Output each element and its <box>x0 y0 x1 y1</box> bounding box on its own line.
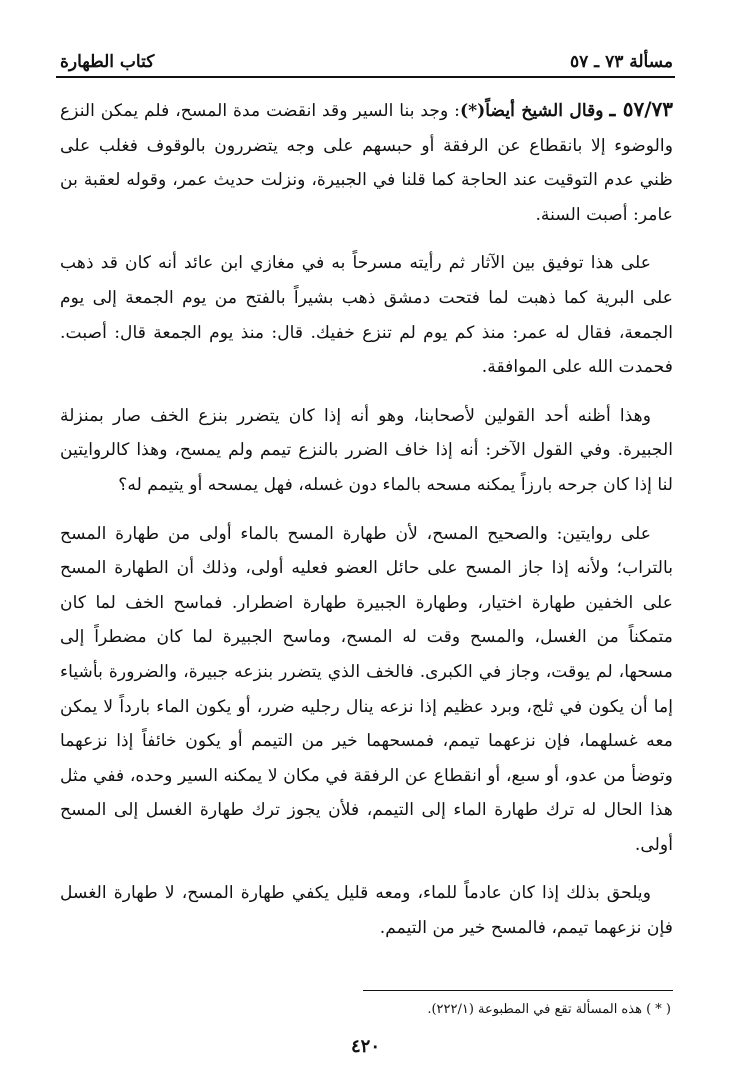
paragraph-text: : وجد بنا السير وقد انقضت مدة المسح، فلم يمكن النزع والوضوء إلا بانقطاع عن الرفقة أو حبسهم على وجه يتضررون بالوقوف فغلب على ظني عدم التوقيت عند الحاجة كما قلنا في الجبيرة، ونزلت حديث عمر، وقوله لعقبة بن عامر: أصبت السنة. <box>60 101 673 225</box>
paragraph: على روايتين: والصحيح المسح، لأن طهارة المسح بالماء أولى من طهارة المسح بالتراب؛ ولأنه إذا جاز المسح على حائل العضو فعليه أولى، وذلك أن الطهارة المسح على الخفين طهارة اختيار، وطهارة الجبيرة طهارة اضطرار. فماسح الخف لما كان متمكناً من الغسل، والمسح وقت له المسح، وماسح الجبيرة لما كان مضطراً إلى مسحها، لم يوقت، وجاز في الكبرى. فالخف الذي يتضرر بنزعه جبيرة، والضرورة بأشياء إما أن يكون في ثلج، وبرد عظيم إذا نزعه ينال رجليه ضرر، أو يكون الماء بارداً لا يمكن معه غسلهما، فإن نزعهما تيمم، فمسحهما خير من التيمم أو يكون خائفاً إذا نزعهما وتوضأ من عدو، أو سبع، أو انقطاع عن الرفقة في مكان لا يمكنه السير وحده، ففي مثل هذا الحال له ترك طهارة الماء إلى التيمم، فلأن يجوز ترك طهارة الغسل إلى المسح أولى. <box>60 523 673 855</box>
footnote-divider <box>363 990 673 991</box>
footnote <box>60 1000 671 1020</box>
header-book-title: كتاب الطهارة <box>60 52 155 72</box>
header-divider <box>56 76 675 78</box>
issue-title: وقال الشيخ أيضاً <box>485 101 604 121</box>
running-header <box>60 38 673 72</box>
page-number: ٤٢٠ <box>350 1036 380 1057</box>
footnote-text: هذه المسألة تقع في المطبوعة (٢٢٢/١). <box>427 1002 642 1017</box>
header-issue-range: مسألة ٧٣ ـ ٥٧ <box>569 52 673 72</box>
paragraph: ويلحق بذلك إذا كان عادماً للماء، ومعه قليل يكفي طهارة المسح، لا طهارة الغسل فإن نزعهما تيمم، فالمسح خير من التيمم. <box>60 883 673 939</box>
paragraph: على هذا توفيق بين الآثار ثم رأيته مسرحاً به في مغازي ابن عائد أنه كان قد ذهب على البرية كما ذهبت لما فتحت دمشق ذهب بشيراً بالفتح من يوم الجمعة إلى يوم الجمعة، فقال له عمر: منذ كم يوم لم تنزع خفيك. قال: منذ يوم الجمعة قال: أصبت. فحمدت الله على الموافقة. <box>60 253 673 378</box>
main-text <box>60 92 673 960</box>
footnote-marker: ( * ) <box>646 1002 671 1017</box>
issue-number: ٥٧/٧٣ ـ <box>609 97 673 121</box>
paragraph: وهذا أظنه أحد القولين لأصحابنا، وهو أنه إذا كان يتضرر بنزع الخف صار بمنزلة الجبيرة. وفي القول الآخر: أنه إذا خاف الضرر بالنزع تيمم ولم يمسح، وهذا كالروايتين لنا إذا كان جرحه بارزاً يمكنه مسحه بالماء دون غسله، فهل يمسحه أو يتيمم له؟ <box>60 405 673 495</box>
paragraph-issue-73 <box>60 92 673 232</box>
footnote-reference: (*) <box>459 101 486 121</box>
